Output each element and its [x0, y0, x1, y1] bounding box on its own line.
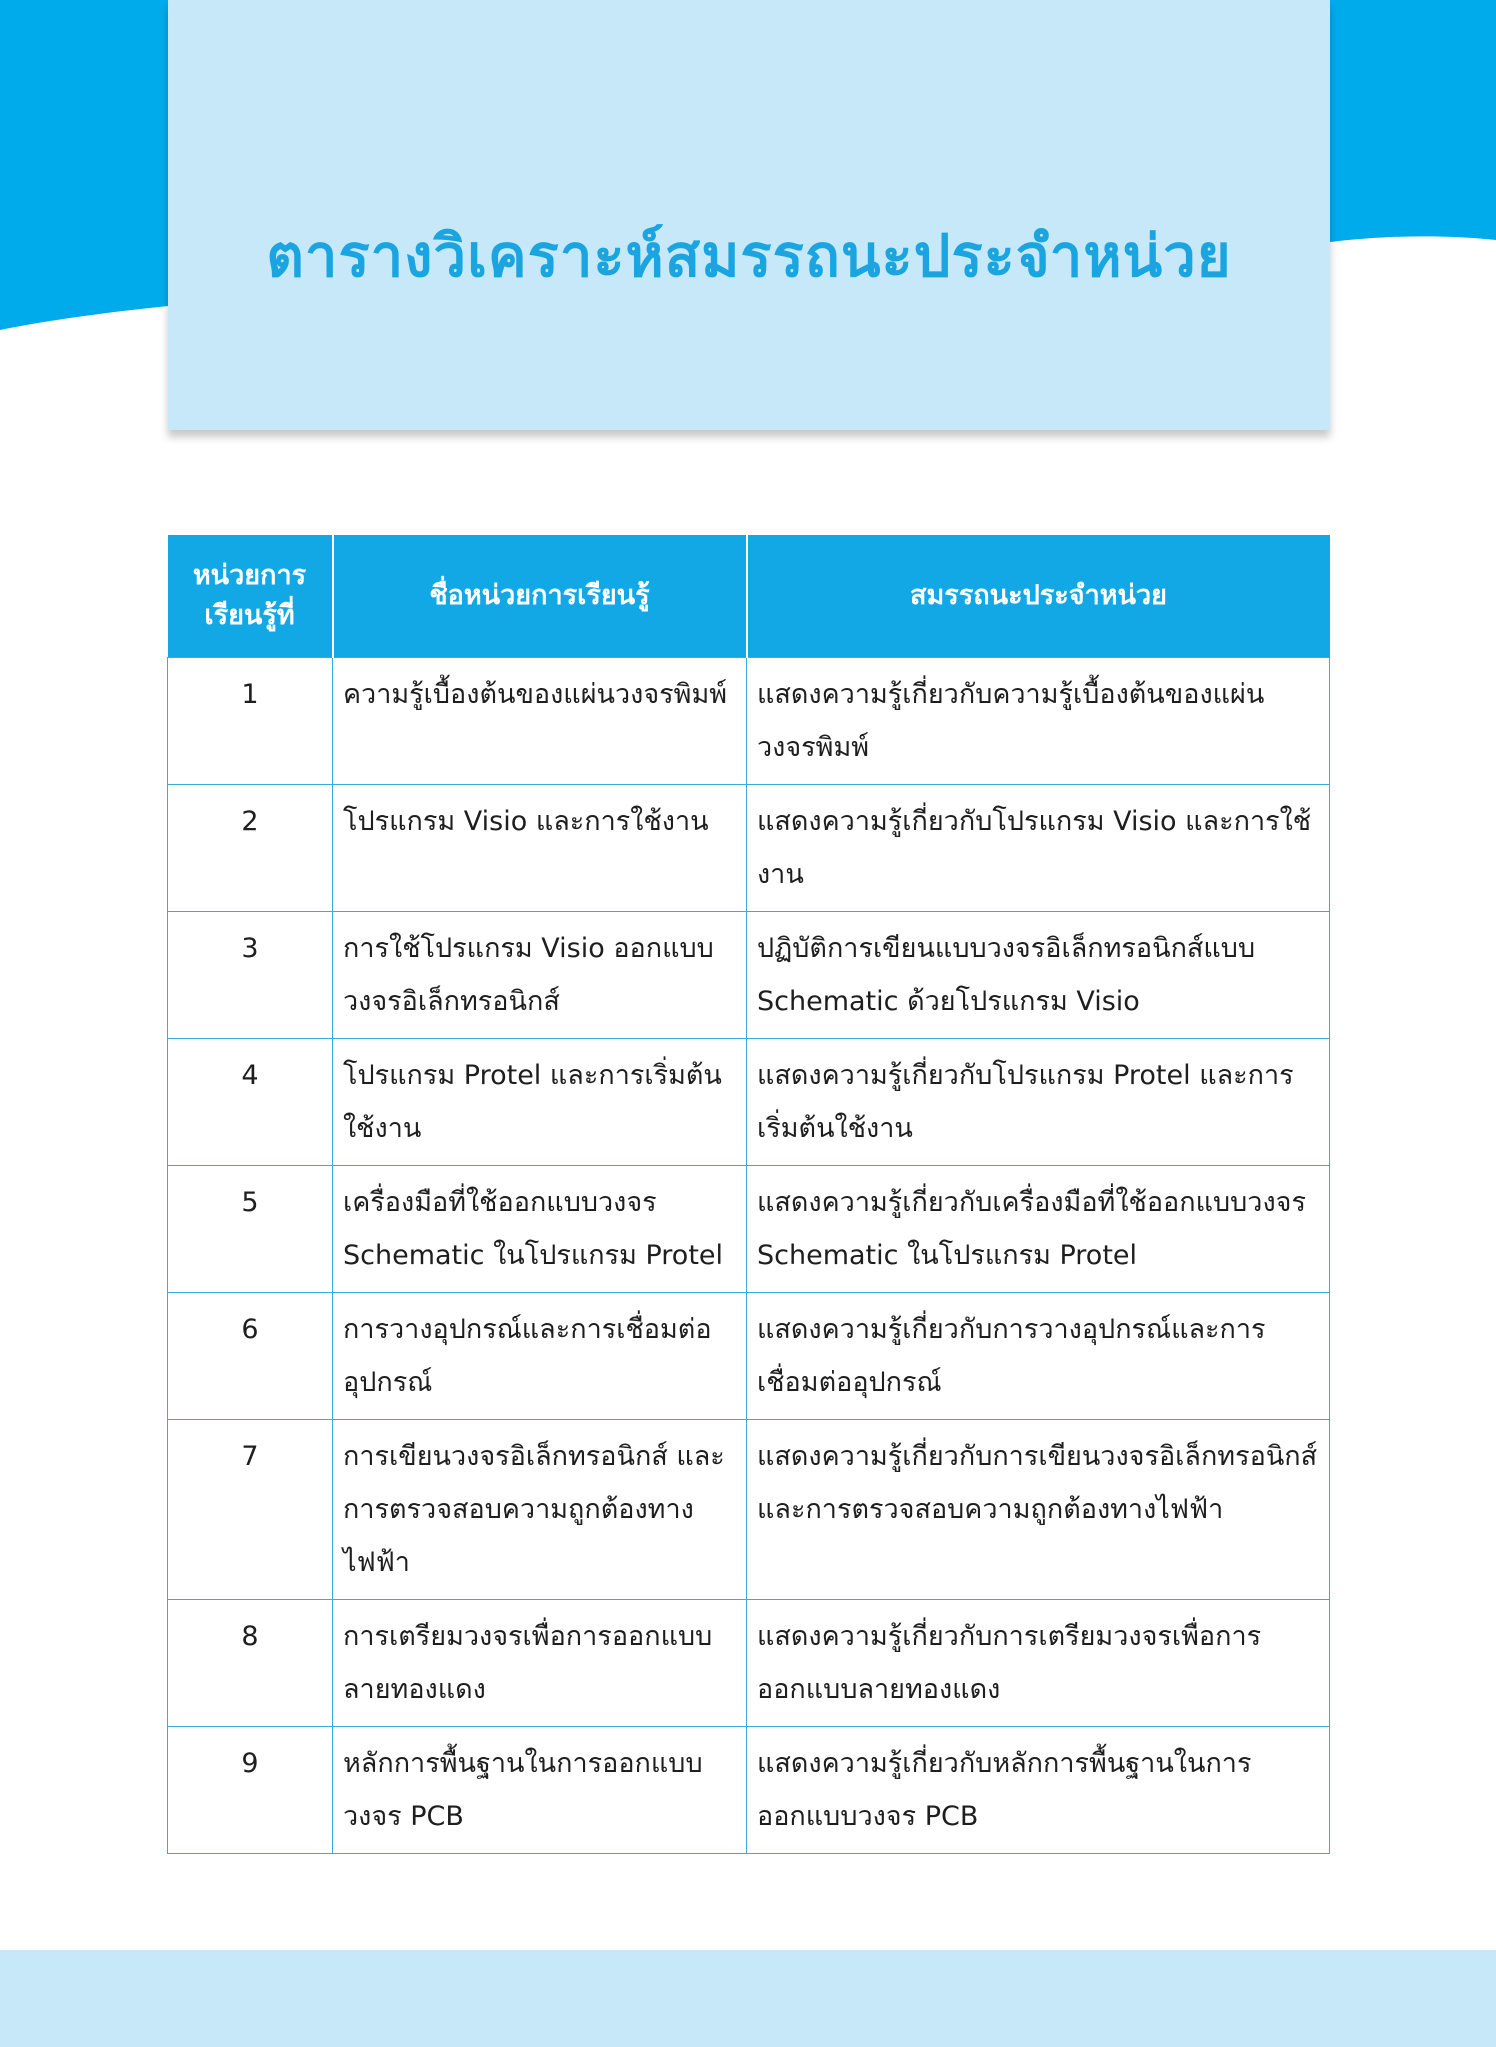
- competency-cell: ปฏิบัติการเขียนแบบวงจรอิเล็กทรอนิกส์แบบ Schematic ด้วยโปรแกรม Visio: [747, 912, 1330, 1039]
- unit-name-cell: เครื่องมือที่ใช้ออกแบบวงจร Schematic ในโปรแกรม Protel: [333, 1166, 747, 1293]
- header-competency: สมรรถนะประจำหน่วย: [747, 535, 1330, 658]
- unit-number-cell: 9: [168, 1727, 333, 1854]
- table-header-row: [168, 535, 1330, 658]
- table-row: [168, 1039, 1330, 1166]
- competency-table: [167, 535, 1330, 1854]
- table-row: [168, 1166, 1330, 1293]
- unit-number-cell: 1: [168, 658, 333, 785]
- competency-cell: แสดงความรู้เกี่ยวกับเครื่องมือที่ใช้ออกแบบวงจร Schematic ในโปรแกรม Protel: [747, 1166, 1330, 1293]
- competency-cell: แสดงความรู้เกี่ยวกับการวางอุปกรณ์และการเชื่อมต่ออุปกรณ์: [747, 1293, 1330, 1420]
- table-row: [168, 658, 1330, 785]
- unit-name-cell: การเตรียมวงจรเพื่อการออกแบบลายทองแดง: [333, 1600, 747, 1727]
- unit-number-cell: 2: [168, 785, 333, 912]
- unit-name-cell: การเขียนวงจรอิเล็กทรอนิกส์ และการตรวจสอบความถูกต้องทางไฟฟ้า: [333, 1420, 747, 1600]
- table-row: [168, 912, 1330, 1039]
- unit-number-cell: 6: [168, 1293, 333, 1420]
- unit-number-cell: 7: [168, 1420, 333, 1600]
- competency-cell: แสดงความรู้เกี่ยวกับการเขียนวงจรอิเล็กทรอนิกส์และการตรวจสอบความถูกต้องทางไฟฟ้า: [747, 1420, 1330, 1600]
- table-body: [168, 658, 1330, 1854]
- unit-name-cell: การใช้โปรแกรม Visio ออกแบบวงจรอิเล็กทรอนิกส์: [333, 912, 747, 1039]
- table-header: [168, 535, 1330, 658]
- unit-number-cell: 5: [168, 1166, 333, 1293]
- unit-number-cell: 4: [168, 1039, 333, 1166]
- competency-cell: แสดงความรู้เกี่ยวกับความรู้เบื้องต้นของแผ่นวงจรพิมพ์: [747, 658, 1330, 785]
- table-row: [168, 1727, 1330, 1854]
- unit-number-cell: 8: [168, 1600, 333, 1727]
- page-title: ตารางวิเคราะห์สมรรถนะประจำหน่วย: [266, 222, 1232, 290]
- unit-name-cell: หลักการพื้นฐานในการออกแบบวงจร PCB: [333, 1727, 747, 1854]
- table-row: [168, 1600, 1330, 1727]
- unit-name-cell: โปรแกรม Visio และการใช้งาน: [333, 785, 747, 912]
- unit-name-cell: โปรแกรม Protel และการเริ่มต้นใช้งาน: [333, 1039, 747, 1166]
- competency-cell: แสดงความรู้เกี่ยวกับโปรแกรม Protel และการเริ่มต้นใช้งาน: [747, 1039, 1330, 1166]
- competency-cell: แสดงความรู้เกี่ยวกับหลักการพื้นฐานในการออกแบบวงจร PCB: [747, 1727, 1330, 1854]
- table-row: [168, 1293, 1330, 1420]
- unit-number-cell: 3: [168, 912, 333, 1039]
- footer-band: [0, 1950, 1496, 2047]
- title-panel: [168, 0, 1330, 430]
- competency-cell: แสดงความรู้เกี่ยวกับการเตรียมวงจรเพื่อการออกแบบลายทองแดง: [747, 1600, 1330, 1727]
- table-row: [168, 1420, 1330, 1600]
- unit-name-cell: การวางอุปกรณ์และการเชื่อมต่ออุปกรณ์: [333, 1293, 747, 1420]
- competency-cell: แสดงความรู้เกี่ยวกับโปรแกรม Visio และการใช้งาน: [747, 785, 1330, 912]
- unit-name-cell: ความรู้เบื้องต้นของแผ่นวงจรพิมพ์: [333, 658, 747, 785]
- header-unit-number: หน่วยการเรียนรู้ที่: [168, 535, 333, 658]
- table-row: [168, 785, 1330, 912]
- header-unit-name: ชื่อหน่วยการเรียนรู้: [333, 535, 747, 658]
